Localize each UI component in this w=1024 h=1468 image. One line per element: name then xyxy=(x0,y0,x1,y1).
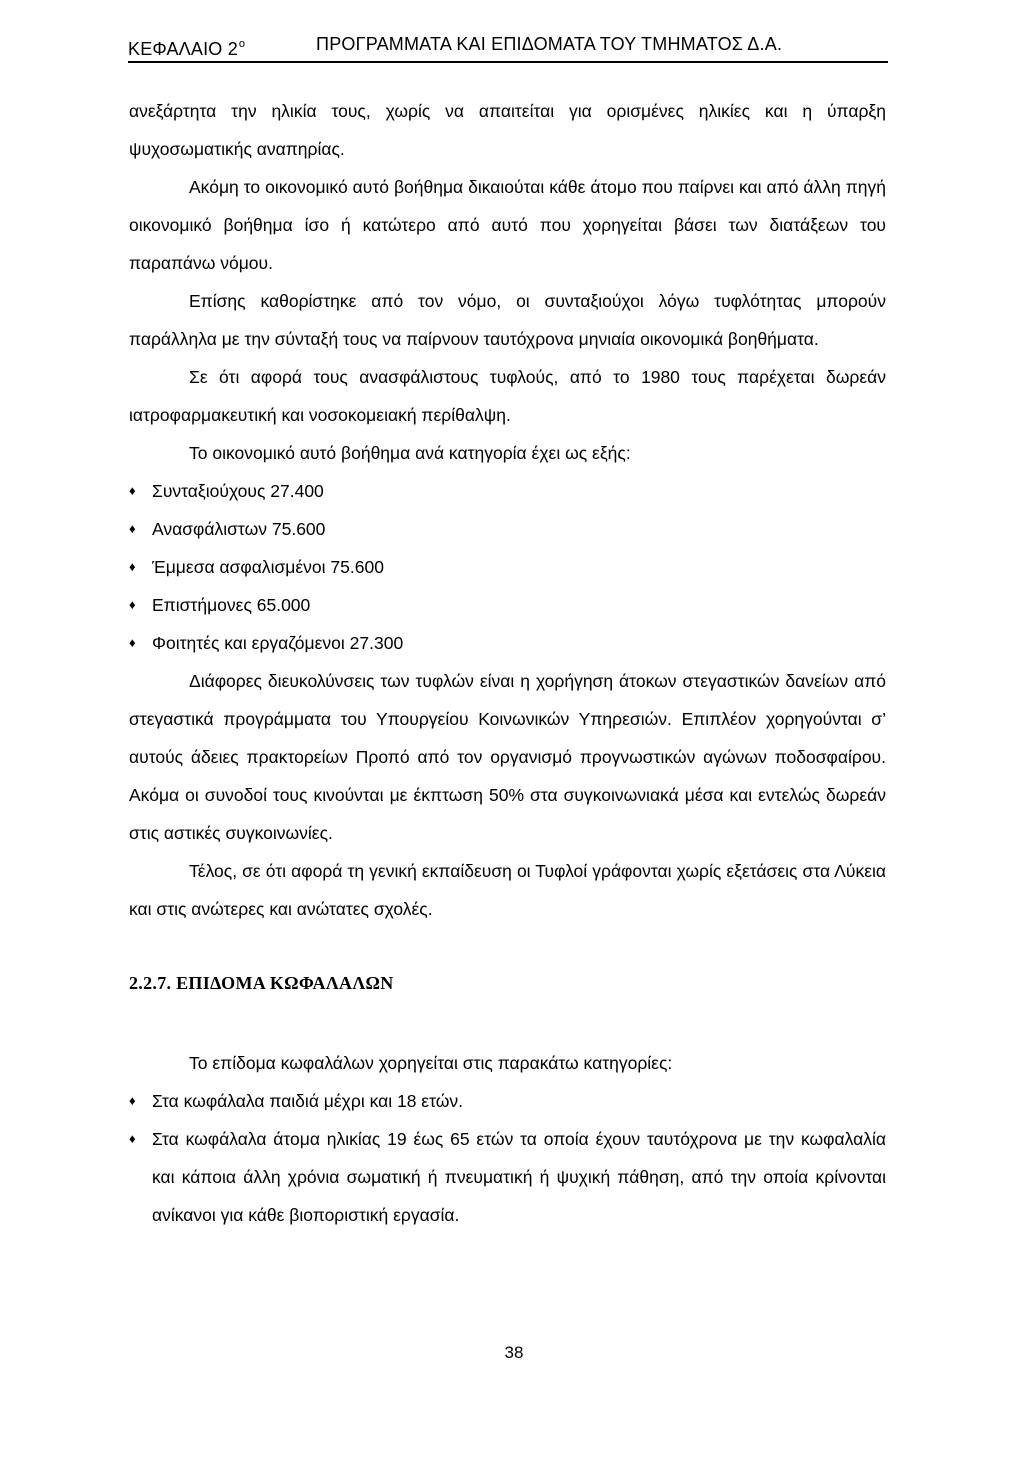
list-item: ♦ Έμμεσα ασφαλισμένοι 75.600 xyxy=(129,548,886,586)
list-item: ♦ Φοιτητές και εργαζόμενοι 27.300 xyxy=(129,624,886,662)
chapter-title: ΠΡΟΓΡΑΜΜΑΤΑ ΚΑΙ ΕΠΙΔΟΜΑΤΑ ΤΟΥ ΤΜΗΜΑΤΟΣ Δ.Α. xyxy=(316,34,783,54)
paragraph: Τέλος, σε ότι αφορά τη γενική εκπαίδευση οι Τυφλοί γράφονται χωρίς εξετάσεις στα Λύκεια και στις ανώτερες και ανώτατες σχολές. xyxy=(129,861,886,919)
list-item: ♦ Στα κωφάλαλα παιδιά μέχρι και 18 ετών. xyxy=(129,1082,886,1120)
paragraph: Το οικονομικό αυτό βοήθημα ανά κατηγορία έχει ως εξής: xyxy=(189,443,631,463)
page-body xyxy=(129,92,886,1234)
bullet-icon: ♦ xyxy=(129,1093,136,1108)
list-item: ♦ Ανασφάλιστων 75.600 xyxy=(129,510,886,548)
paragraph: Διάφορες διευκολύνσεις των τυφλών είναι η χορήγηση άτοκων στεγαστικών δανείων από στεγαστικά προγράμματα του Υπουργείου Κοινωνικών Υπηρεσιών. Επιπλέον χορηγούνται σ’ αυτούς άδειες πρακτορείων Προπό από τον οργανισμό προγνωστικών αγώνων ποδοσφαίρου. Ακόμα οι συνοδοί τους κινούνται με έκπτωση 50% στα συγκοινωνιακά μέσα και εντελώς δωρεάν στις αστικές συγκοινωνίες. xyxy=(129,671,886,843)
bullet-icon: ♦ xyxy=(129,483,136,498)
bullet-icon: ♦ xyxy=(129,559,136,574)
spacer xyxy=(129,1002,886,1044)
paragraph: Σε ότι αφορά τους ανασφάλιστους τυφλούς, από το 1980 τους παρέχεται δωρεάν ιατροφαρμακευτική και νοσοκομειακή περίθαλψη. xyxy=(129,367,886,425)
benefit-list xyxy=(129,472,886,662)
list-item: ♦ Συνταξιούχους 27.400 xyxy=(129,472,886,510)
running-header xyxy=(128,33,888,63)
bullet-icon: ♦ xyxy=(129,597,136,612)
bullet-icon: ♦ xyxy=(129,635,136,650)
list-item: ♦ Επιστήμονες 65.000 xyxy=(129,586,886,624)
bullet-icon: ♦ xyxy=(129,1131,136,1146)
list-item: ♦ Στα κωφάλαλα άτομα ηλικίας 19 έως 65 ετών τα οποία έχουν ταυτόχρονα με την κωφαλαλία και κάποια άλλη χρόνια σωματική ή πνευματική ή ψυχική πάθηση, από την οποία κρίνονται ανίκανοι για κάθε βιοποριστική εργασία. xyxy=(129,1120,886,1234)
bullet-icon: ♦ xyxy=(129,521,136,536)
paragraph: Επίσης καθορίστηκε από τον νόμο, οι συνταξιούχοι λόγω τυφλότητας μπορούν παράλληλα με την σύνταξή τους να παίρνουν ταυτόχρονα μηνιαία οικονομικά βοηθήματα. xyxy=(129,291,886,349)
category-list xyxy=(129,1082,886,1234)
page-number: 38 xyxy=(504,1343,524,1362)
paragraph: ανεξάρτητα την ηλικία τους, χωρίς να απαιτείται για ορισμένες ηλικίες και η ύπαρξη ψυχοσωματικής αναπηρίας. xyxy=(129,101,886,159)
section-heading: 2.2.7. ΕΠΙΔΟΜΑ ΚΩΦΑΛΑΛΩΝ xyxy=(129,973,394,993)
section-intro: Το επίδομα κωφαλάλων χορηγείται στις παρακάτω κατηγορίες: xyxy=(189,1053,673,1073)
chapter-label: ΚΕΦΑΛΑΙΟ $2^o$ xyxy=(128,38,246,59)
paragraph: Ακόμη το οικονομικό αυτό βοήθημα δικαιούται κάθε άτομο που παίρνει και από άλλη πηγή οικονομικό βοήθημα ίσο ή κατώτερο από αυτό που χορηγείται βάσει των διατάξεων του παραπάνω νόμου. xyxy=(129,177,886,273)
